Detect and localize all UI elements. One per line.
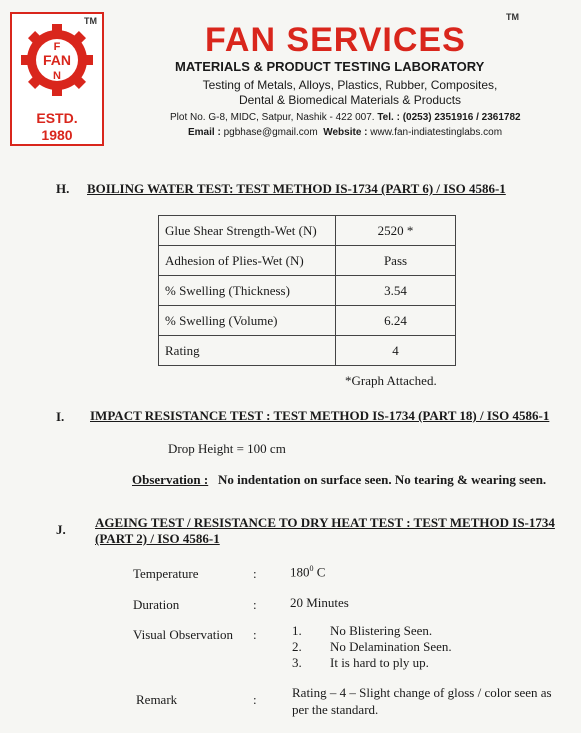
- remark-text: [292, 684, 552, 718]
- duration-label: Duration: [133, 597, 180, 612]
- section-j-title-line-1: AGEING TEST / RESISTANCE TO DRY HEAT TEST : TEST METHOD IS-1734: [95, 515, 555, 530]
- visual-observation-label: Visual Observation: [133, 627, 233, 642]
- list-item-number: 1.: [292, 623, 302, 638]
- list-item-number: 2.: [292, 639, 302, 654]
- visual-observation-colon: :: [253, 627, 257, 642]
- table-cell-label: Rating: [159, 336, 336, 366]
- table-row: [159, 306, 456, 336]
- remark-colon: :: [253, 692, 257, 707]
- table-cell-label: Glue Shear Strength-Wet (N): [159, 216, 336, 246]
- address-line: [170, 112, 521, 123]
- table-row: [159, 336, 456, 366]
- tel-number: (0253) 2351916 / 2361782: [402, 112, 521, 123]
- duration-colon: :: [253, 597, 257, 612]
- section-j-letter: J.: [56, 522, 66, 537]
- company-trademark: TM: [506, 12, 519, 22]
- table-cell-value: 3.54: [336, 276, 456, 306]
- address: Plot No. G-8, MIDC, Satpur, Nashik - 422 007.: [170, 112, 375, 123]
- visual-observation-list: [292, 623, 452, 671]
- section-h-title: BOILING WATER TEST: TEST METHOD IS-1734 (PART 6) / ISO 4586-1: [87, 181, 506, 196]
- website-url[interactable]: www.fan-indiatestinglabs.com: [370, 127, 503, 138]
- list-item-text: No Delamination Seen.: [330, 639, 452, 654]
- table-cell-value: 2520 *: [336, 216, 456, 246]
- logo-letters-fan: FAN: [43, 52, 71, 68]
- lab-tagline: [150, 78, 550, 108]
- remark-line-2: per the standard.: [292, 702, 379, 717]
- list-item: [292, 639, 452, 655]
- remark-label: Remark: [136, 692, 178, 707]
- temperature-colon: :: [253, 566, 257, 581]
- table-row: [159, 246, 456, 276]
- table-row: [159, 216, 456, 246]
- remark-line-1: Rating – 4 – Slight change of gloss / color seen as: [292, 685, 552, 700]
- logo-estd-year: 1980: [41, 127, 73, 143]
- table-cell-value: 6.24: [336, 306, 456, 336]
- tagline-line-2: Dental & Biomedical Materials & Products: [238, 93, 462, 107]
- temperature-label: Temperature: [133, 566, 199, 581]
- duration-value: 20 Minutes: [290, 595, 349, 610]
- section-j-title: [95, 515, 555, 547]
- tagline-line-1: Testing of Metals, Alloys, Plastics, Rubber, Composites,: [202, 78, 498, 92]
- section-j-title-line-2: (PART 2) / ISO 4586-1: [95, 531, 220, 546]
- graph-note: *Graph Attached.: [345, 373, 437, 388]
- temperature-number: 180: [290, 564, 310, 580]
- table-cell-value: 4: [336, 336, 456, 366]
- table-row: [159, 276, 456, 306]
- tel-label: Tel. :: [377, 112, 400, 123]
- company-name: FAN SERVICES: [205, 21, 466, 59]
- logo-trademark: TM: [84, 16, 97, 26]
- observation-label: Observation :: [132, 472, 209, 487]
- temperature-value: [290, 564, 325, 580]
- section-i-letter: I.: [56, 409, 65, 424]
- logo-established: [10, 110, 104, 144]
- logo-estd-label: ESTD.: [36, 110, 78, 126]
- table-cell-label: % Swelling (Volume): [159, 306, 336, 336]
- email-label: Email :: [188, 127, 221, 138]
- table-cell-label: Adhesion of Plies-Wet (N): [159, 246, 336, 276]
- list-item-number: 3.: [292, 655, 302, 670]
- section-i-title: IMPACT RESISTANCE TEST : TEST METHOD IS-1734 (PART 18) / ISO 4586-1: [90, 408, 550, 423]
- gear-logo-icon: [19, 22, 95, 98]
- observation-text: No indentation on surface seen. No tearing & wearing seen.: [217, 472, 547, 487]
- table-cell-value: Pass: [336, 246, 456, 276]
- degree-superscript: 0: [309, 564, 314, 573]
- observation-line: [132, 472, 546, 488]
- temperature-unit: C: [313, 564, 326, 580]
- table-cell-label: % Swelling (Thickness): [159, 276, 336, 306]
- logo-letter-n: N: [53, 70, 61, 82]
- logo-letter-f: F: [53, 41, 61, 53]
- contact-line: [188, 127, 502, 138]
- list-item: [292, 655, 452, 671]
- section-h-letter: H.: [56, 181, 70, 196]
- website-label: Website :: [323, 127, 368, 138]
- list-item-text: It is hard to ply up.: [330, 655, 429, 670]
- boiling-water-results-table: [158, 215, 456, 366]
- email-address[interactable]: pgbhase@gmail.com: [223, 127, 318, 138]
- list-item: [292, 623, 452, 639]
- list-item-text: No Blistering Seen.: [330, 623, 433, 638]
- lab-subtitle: MATERIALS & PRODUCT TESTING LABORATORY: [175, 59, 485, 74]
- drop-height: Drop Height = 100 cm: [168, 441, 286, 456]
